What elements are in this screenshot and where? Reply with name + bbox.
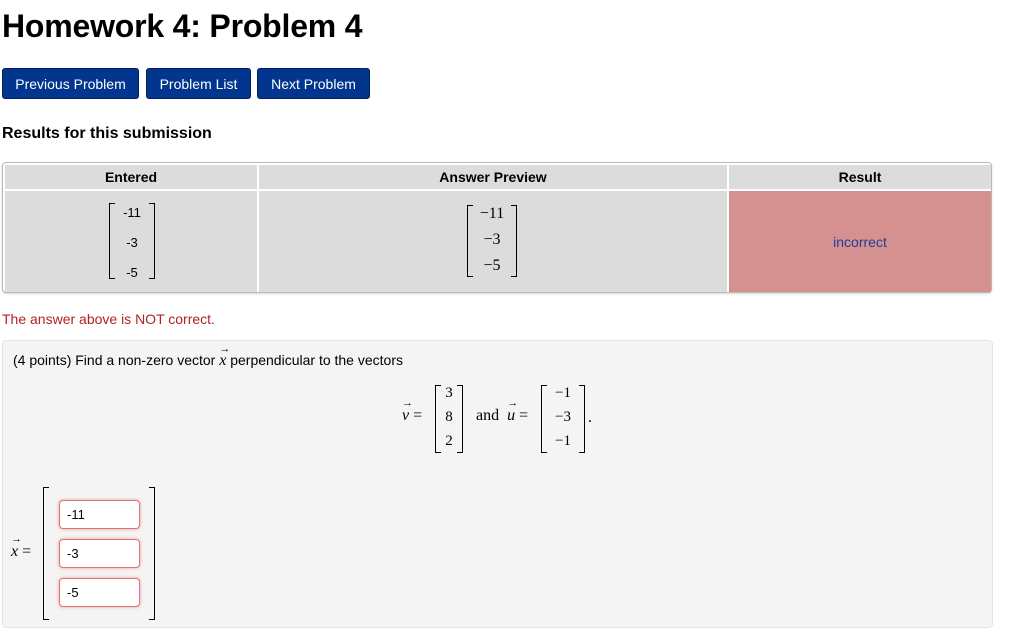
answer-input-row-3[interactable] (59, 578, 140, 607)
previous-problem-button[interactable]: Previous Problem (2, 68, 139, 99)
preview-value: −5 (483, 257, 501, 274)
vector-v-entry: 2 (445, 433, 453, 449)
vector-x-symbol: → x (219, 343, 231, 369)
vector-v-letter: v (402, 407, 410, 424)
answer-input-row-1[interactable] (59, 500, 140, 529)
equals-sign: = (413, 407, 423, 424)
vector-u-matrix (541, 385, 585, 453)
equals-sign: = (519, 407, 529, 424)
period: . (588, 409, 592, 426)
equals-sign: = (22, 543, 32, 560)
vector-v-label: → v = (402, 397, 423, 424)
vector-u-entry: −1 (555, 385, 571, 401)
answer-x-label: → x = (11, 533, 32, 560)
entered-value: -11 (123, 205, 141, 220)
vector-u-entry: −1 (555, 433, 571, 449)
header-entered: Entered (5, 165, 257, 189)
preview-value: −3 (483, 231, 501, 248)
problem-panel (2, 340, 993, 628)
page-title: Homework 4: Problem 4 (2, 8, 363, 44)
result-status: incorrect (833, 233, 887, 250)
header-result: Result (729, 165, 991, 189)
entered-value: -3 (126, 235, 138, 250)
result-cell (729, 191, 991, 292)
problem-list-button[interactable]: Problem List (146, 68, 251, 99)
header-answer-preview: Answer Preview (259, 165, 727, 189)
and-text: and → u = (476, 397, 529, 424)
answer-x-letter: x (11, 543, 19, 560)
results-table (2, 162, 992, 293)
problem-statement (13, 343, 403, 370)
next-problem-button[interactable]: Next Problem (257, 68, 370, 99)
problem-points-text: (4 points) Find a non-zero vector (13, 352, 216, 368)
vector-v-entry: 3 (445, 385, 453, 401)
answer-preview-cell (259, 191, 727, 292)
entered-value: -5 (126, 265, 138, 280)
preview-matrix (467, 205, 517, 277)
preview-value: −11 (479, 205, 505, 222)
feedback-message: The answer above is NOT correct. (2, 311, 215, 327)
and-word: and (476, 407, 500, 424)
entered-cell (5, 191, 257, 292)
answer-input-row-2[interactable] (59, 539, 140, 568)
vector-v-entry: 8 (445, 409, 453, 425)
vector-u-entry: −3 (555, 409, 571, 425)
problem-rest-text: perpendicular to the vectors (230, 352, 403, 368)
vector-v-matrix (435, 385, 463, 453)
vector-x-letter: x (219, 352, 227, 369)
results-heading: Results for this submission (2, 125, 212, 142)
vector-u-letter: u (507, 407, 516, 424)
entered-matrix (109, 203, 155, 279)
